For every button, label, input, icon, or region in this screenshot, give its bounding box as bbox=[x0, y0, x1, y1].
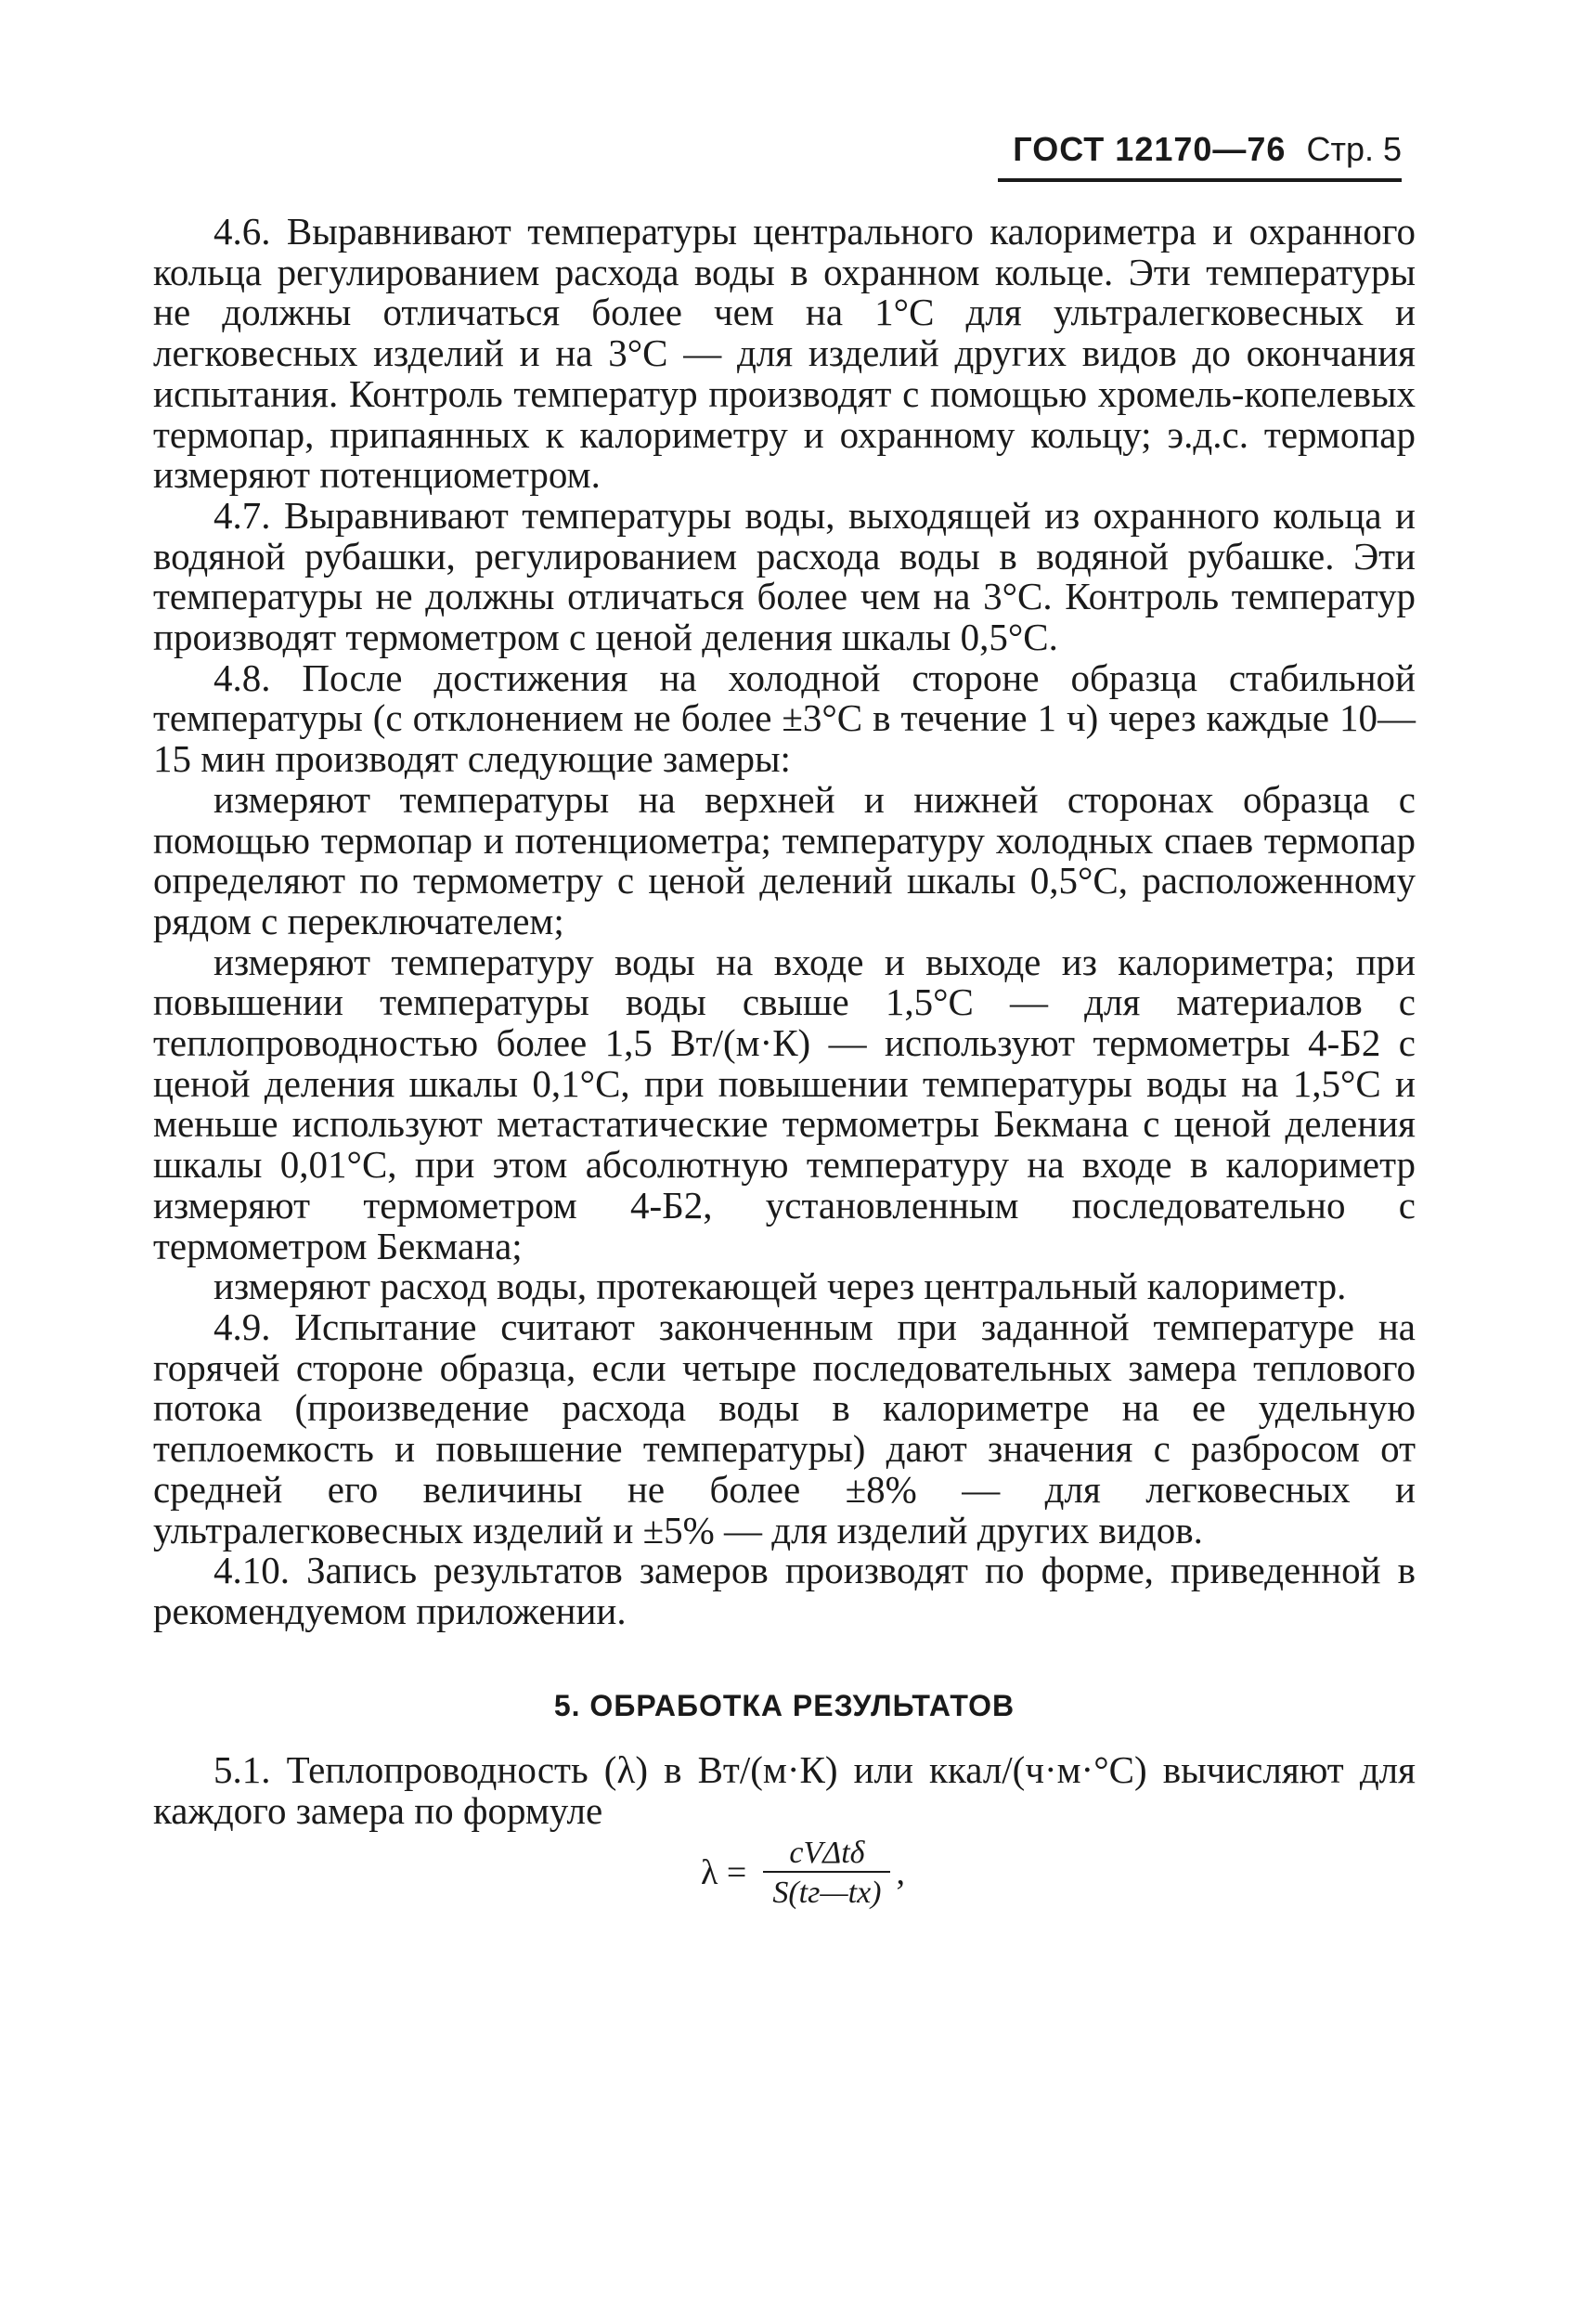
section-title: 5. ОБРАБОТКА РЕЗУЛЬТАТОВ bbox=[553, 1688, 1015, 1722]
paragraph-4-7: 4.7. Выравнивают температуры воды, выходящей из охранного кольца и водяной рубашки, регулированием расхода воды в водяной рубашке. Эти температуры не должны отличаться более чем на 3°С. Контроль температур производят термометром с ценой деления шкалы 0,5°С. bbox=[153, 493, 1416, 659]
paragraph-4-8-item-3: измеряют расход воды, протекающей через центральный калориметр. bbox=[213, 1265, 1347, 1308]
formula-comma: , bbox=[896, 1852, 905, 1892]
formula-denominator: S(tг—tх) bbox=[763, 1871, 890, 1912]
formula-numerator: cVΔtδ bbox=[789, 1835, 865, 1870]
standard-number: ГОСТ 12170—76 bbox=[1013, 130, 1287, 168]
page-header bbox=[1013, 130, 1402, 169]
page-number: Стр. 5 bbox=[1306, 130, 1402, 168]
formula-lhs: λ = bbox=[701, 1852, 747, 1892]
paragraph-4-8-item-2: измеряют температуру воды на входе и выходе из калориметра; при повышении температуры воды свыше 1,5°С — для материалов с теплопроводностью более 1,5 Вт/(м·К) — используют термометры 4-Б2 с ценой деления шкалы 0,1°С, при повышении температуры воды на 1,5°С и меньше используют метастатические термометры Бекмана с ценой деления шкалы 0,01°С, при этом абсолютную температуру на входе в калориметр измеряют термометром 4-Б2, установленным последовательно с термометром Бекмана; bbox=[153, 940, 1416, 1267]
paragraph-4-9: 4.9. Испытание считают законченным при заданной температуре на горячей стороне образца, если четыре последовательных замера теплового потока (произведение расхода воды в калориметре на ее удельную теплоемкость и повышение температуры) дают значения с разбросом от средней его величины не более ±8% — для легковесных и ультралегковесных изделий и ±5% — для изделий других видов. bbox=[153, 1305, 1416, 1551]
paragraph-4-8-item-1: измеряют температуры на верхней и нижней сторонах образца с помощью термопар и потенциометра; температуру холодных спаев термопар определяют по термометру с ценой делений шкалы 0,5°С, расположенному рядом с переключателем; bbox=[153, 777, 1416, 942]
paragraph-4-6: 4.6. Выравнивают температуры центрального калориметра и охранного кольца регулированием расхода воды в охранном кольце. Эти температуры не должны отличаться более чем на 1°С для ультралегковесных и легковесных изделий и на 3°С — для изделий других видов до окончания испытания. Контроль температур производят с помощью хромель-копелевых термопар, припаянных к калориметру и охранному кольцу; э.д.с. термопар измеряют потенциометром. bbox=[153, 210, 1416, 497]
document-body bbox=[153, 212, 1416, 1912]
header-rule bbox=[998, 178, 1402, 182]
formula-fraction bbox=[763, 1836, 890, 1912]
paragraph-4-8: 4.8. После достижения на холодной стороне образца стабильной температуры (с отклонением не более ±3°С в течение 1 ч) через каждые 10—15 мин производят следующие замеры: bbox=[153, 656, 1416, 781]
paragraph-4-10: 4.10. Запись результатов замеров производят по форме, приведенной в рекомендуемом приложении. bbox=[153, 1549, 1416, 1632]
paragraph-5-1: 5.1. Теплопроводность (λ) в Вт/(м·К) или ккал/(ч·м·°С) вычисляют для каждого замера по формуле bbox=[153, 1748, 1416, 1833]
conductivity-formula bbox=[190, 1836, 1416, 1912]
